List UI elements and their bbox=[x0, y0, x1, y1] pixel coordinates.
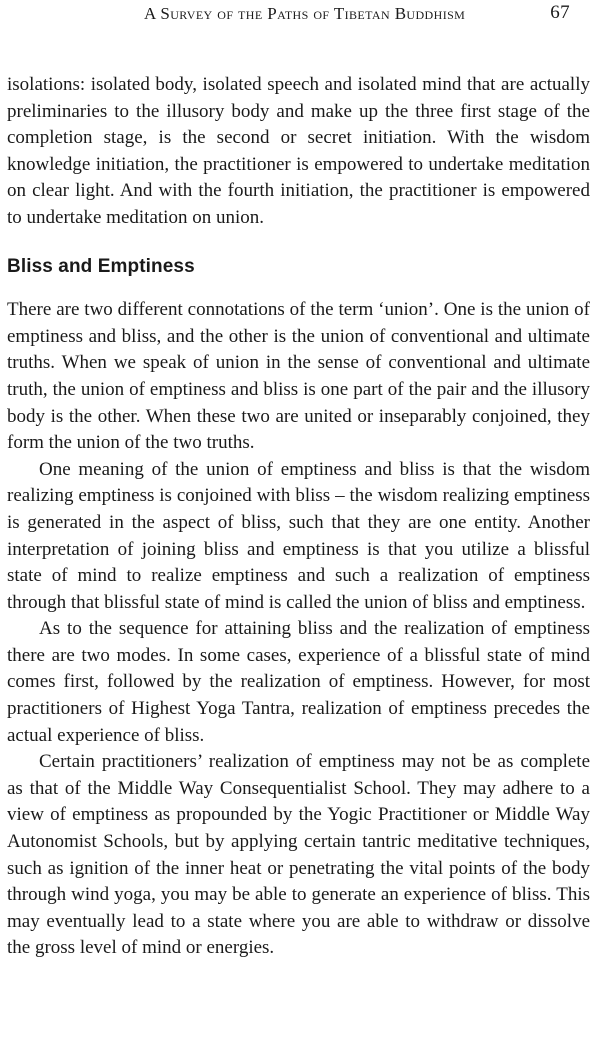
paragraph-3: As to the sequence for attaining bliss and the realization of emptiness there are two modes. In some cases, experience of a blissful state of mind comes first, followed by the realization of emptiness. However, for most practitioners of Highest Yoga Tantra, realization of emptiness precedes the actual experience of bliss. bbox=[7, 618, 590, 746]
body-text bbox=[7, 72, 590, 962]
running-header bbox=[144, 4, 584, 28]
continued-paragraph: isolations: isolated body, isolated speech and isolated mind that are actually preliminaries to the illusory body and make up the three first stage of the completion stage, is the second or secret initiation. With the wisdom knowledge initiation, the practitioner is empowered to undertake meditation on clear light. And with the fourth initiation, the practitioner is empowered to undertake meditation on union. bbox=[7, 74, 590, 228]
running-title: A Survey of the Paths of Tibetan Buddhism bbox=[144, 4, 466, 23]
paragraph-1: There are two different connotations of the term ‘union’. One is the union of emptiness and bliss, and the other is the union of conventional and ultimate truths. When we speak of union in the sense of conventional and ultimate truth, the union of emptiness and bliss is one part of the pair and the illusory body is the other. When these two are united or inseparably conjoined, they form the union of the two truths. bbox=[7, 299, 590, 454]
page-number: 67 bbox=[550, 2, 570, 23]
paragraph-4: Certain practitioners’ realization of emptiness may not be as complete as that of the Middle Way Consequentialist School. They may adhere to a view of emptiness as propounded by the Yogic Practitioner or Middle Way Autonomist Schools, but by applying certain tantric meditative techniques, such as ignition of the inner heat or penetrating the vital points of the body through wind yoga, you may be able to generate an experience of bliss. This may eventually lead to a state where you are able to withdraw or dissolve the gross level of mind or energies. bbox=[7, 751, 590, 959]
paragraph-2: One meaning of the union of emptiness and bliss is that the wisdom realizing emptiness is conjoined with bliss – the wisdom realizing emptiness is generated in the aspect of bliss, such that they are one entity. Another interpretation of joining bliss and emptiness is that you utilize a blissful state of mind to realize emptiness and such a realization of emptiness through that blissful state of mind is called the union of bliss and emptiness. bbox=[7, 458, 590, 613]
section-heading: Bliss and Emptiness bbox=[7, 255, 195, 277]
